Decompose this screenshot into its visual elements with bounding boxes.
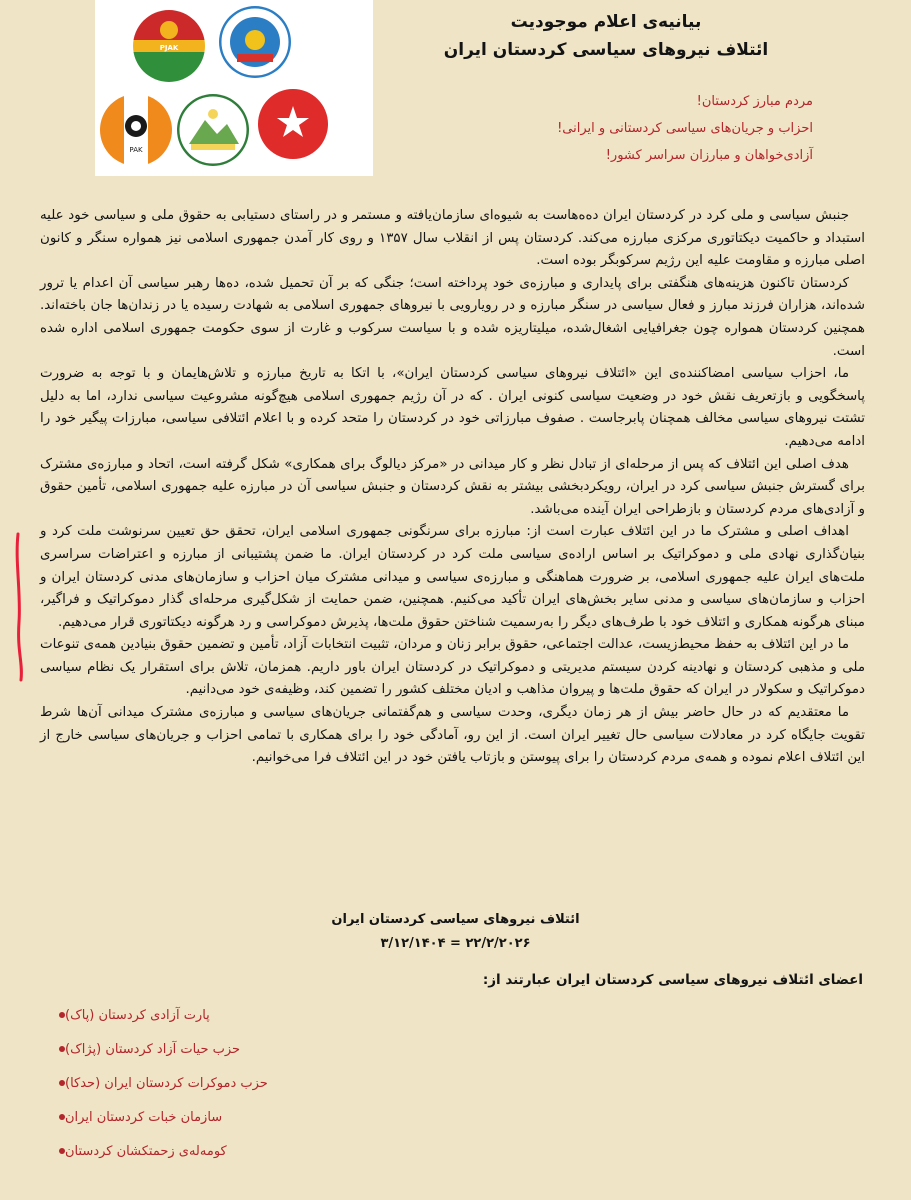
member-name: کومه‌له‌ی زحمتکشان کردستان (65, 1143, 227, 1159)
pjak-logo (133, 10, 205, 82)
members-list (45, 998, 845, 1168)
member-name: حزب حیات آزاد کردستان (پژاک) (65, 1041, 241, 1057)
address-line: آزادی‌خواهان و مبارزان سراسر کشور! (605, 148, 813, 163)
bullet-icon (59, 1114, 65, 1120)
bullet-icon (59, 1012, 65, 1018)
paragraph: هدف اصلی این ائتلاف که پس از مرحله‌ای از تبادل نظر و کار میدانی در «مرکز دیالوگ برای همکاری» شکل گرفته است، اتحاد و مبارزه‌ی مشترک برای گسترش جنبش سیاسی کرد در ایران، رویکردبخشی بیشتر به نقش کردستان و جنبش سیاسی آن در مبارزه علیه جمهوری اسلامی، تأمین حقوق و آزادی‌های مردم کردستان و بازطراحی ایران آینده می‌باشد. (40, 456, 865, 517)
address-lines (393, 88, 813, 169)
khabat-logo (177, 94, 249, 166)
address-line: مردم مبارز کردستان! (696, 94, 813, 109)
paragraph: اهداف اصلی و مشترک ما در این ائتلاف عبارت است از: مبارزه برای سرنگونی جمهوری اسلامی ایران، تحقق حق تعیین سرنوشت ملت کرد و بنیان‌گذاری نهادی ملی و دموکراتیک بر اساس اراده‌ی سیاسی ملت کرد در کردستان ایران. ما ضمن پشتیبانی از مبارزه و اعتراضات سراسری ملت‌های ایران علیه جمهوری اسلامی، بر ضرورت هماهنگی و مبارزه‌ی سیاسی و میدانی مشترک میان احزاب و سازمان‌های مدنی کردستان ایران و احزاب و سازمان‌های سیاسی و مدنی سایر بخش‌های ایران تأکید می‌کنیم. همچنین، ضمن حمایت از شکل‌گیری مرحله‌ای گذار دموکراتیک و فراگیر، مبنای هرگونه همکاری و ائتلاف خود با طرف‌های دیگر را به‌رسمیت شناختن حقوق ملت‌ها، پذیرش دموکراسی و رد هرگونه دیکتاتوری قرار می‌دهیم. (40, 524, 865, 630)
pak-logo (100, 94, 172, 166)
list-item (45, 1066, 845, 1100)
paragraph: ما، احزاب سیاسی امضاکننده‌ی این «ائتلاف نیروهای سیاسی کردستان ایران»، با اتکا به تاریخ مبارزه و تلاش‌هایمان و با توجه به ضرورت پاسخگویی و بازتعریف نقش خود در وضعیت سیاسی کنونی ایران . که در آن رژیم جمهوری اسلامی هیچ‌گونه مشروعیت سیاسی ندارد، اما به دلیل تشتت نیروهای سیاسی مخالف همچنان پابرجاست . صفوف مبارزاتی خود در کردستان را متحد کرده و با اعلام ائتلافی سیاسی، مبارزات پیگیر خود را ادامه می‌دهیم. (40, 366, 865, 449)
statement-body (40, 205, 865, 770)
signature-block (0, 908, 911, 956)
paragraph: کردستان تاکنون هزینه‌های هنگفتی برای پایداری و مبارزه‌ی خود پرداخته است؛ جنگی که بر آن تحمیل شده، ده‌ها رهبر سیاسی آن اعدام یا ترور شده‌اند، هزاران فرزند مبارز و فعال سیاسی در سنگر مبارزه و در رویارویی با نیروهای جمهوری اسلامی به شهادت رسیده یا در زندان‌ها جان باخته‌اند. همچنین کردستان همواره چون جغرافیایی اشغال‌شده، میلیتاریزه شده و با سیاست سرکوب و غارت از سوی حکومت جمهوری اسلامی اداره شده است. (40, 275, 865, 359)
bullet-icon (59, 1080, 65, 1086)
member-name: پارت آزادی کردستان (پاک) (65, 1007, 210, 1023)
list-item (45, 1032, 845, 1066)
members-heading: اعضای ائتلاف نیروهای سیاسی کردستان ایران عبارتند از: (482, 972, 863, 988)
header (396, 8, 816, 64)
member-name: حزب دموکرات کردستان ایران (حدکا) (65, 1075, 268, 1091)
title-line2: ائتلاف نیروهای سیاسی کردستان ایران (443, 40, 769, 60)
kdpi-logo (219, 6, 291, 78)
list-item (45, 998, 845, 1032)
member-name: سازمان خبات کردستان ایران (65, 1109, 223, 1125)
paragraph: ما معتقدیم که در حال حاضر بیش از هر زمان دیگری، وحدت سیاسی و هم‌گفتمانی جریان‌های سیاسی و مبارزه‌ی مشترک میدانی آن‌ها شرط تقویت جایگاه کرد در معادلات سیاسی حال تغییر ایران است. از این رو، آمادگی خود را برای همکاری با تمامی احزاب و جریان‌های سیاسی خارج از این ائتلاف اعلام نموده و همه‌ی مردم کردستان را برای پیوستن و بازتاب یافتن خود در این ائتلاف فرا می‌خوانیم. (40, 705, 865, 766)
address-line: احزاب و جریان‌های سیاسی کردستانی و ایرانی! (557, 121, 813, 136)
logos-panel (95, 0, 373, 176)
bullet-icon (59, 1046, 65, 1052)
title-line1: بیانیه‌ی اعلام موجودیت (510, 12, 702, 32)
signature-name: ائتلاف نیروهای سیاسی کردستان ایران (331, 912, 580, 927)
paragraph: ما در این ائتلاف به حفظ محیط‌زیست، عدالت اجتماعی، حقوق برابر زنان و مردان، تثبیت انتخابات آزاد، تأمین و تضمین حقوق بنیادین همه‌ی تنوعات ملی و مذهبی کردستان و نهادینه کردن سیستم مدیریتی و دموکراتیک در کردستان ایران باور داریم. همزمان، تلاش برای استقرار یک نظام سیاسی دموکراتیک و سکولار در ایران که حقوق ملت‌ها و پیروان مذاهب و ادیان مختلف کشور را تضمین کند، وظیفه‌ی خود می‌دانیم. (40, 637, 865, 698)
bullet-icon (59, 1148, 65, 1154)
pjak-logo-label: PJAK (159, 44, 179, 52)
paragraph: جنبش سیاسی و ملی کرد در کردستان ایران ده‌ه‌هاست به شیوه‌ای سازمان‌یافته و مستمر و در راستای دستیابی به حقوق ملی و سیاسی خود علیه استبداد و حاکمیت دیکتاتوری مرکزی مبارزه می‌کند. کردستان پس از انقلاب سال ۱۳۵۷ و روی کار آمدن جمهوری اسلامی نیز همواره سنگر و کانون اصلی مبارزه و مقاومت علیه این رژیم سرکوبگر بوده است. (40, 208, 865, 269)
list-item (45, 1100, 845, 1134)
red-marker-line (12, 532, 28, 682)
list-item (45, 1134, 845, 1168)
komala-logo (257, 88, 329, 160)
pak-logo-label: PAK (129, 146, 143, 154)
signature-date: ۲۲/۲/۲۰۲۶ = ۳/۱۲/۱۴۰۴ (380, 936, 531, 951)
